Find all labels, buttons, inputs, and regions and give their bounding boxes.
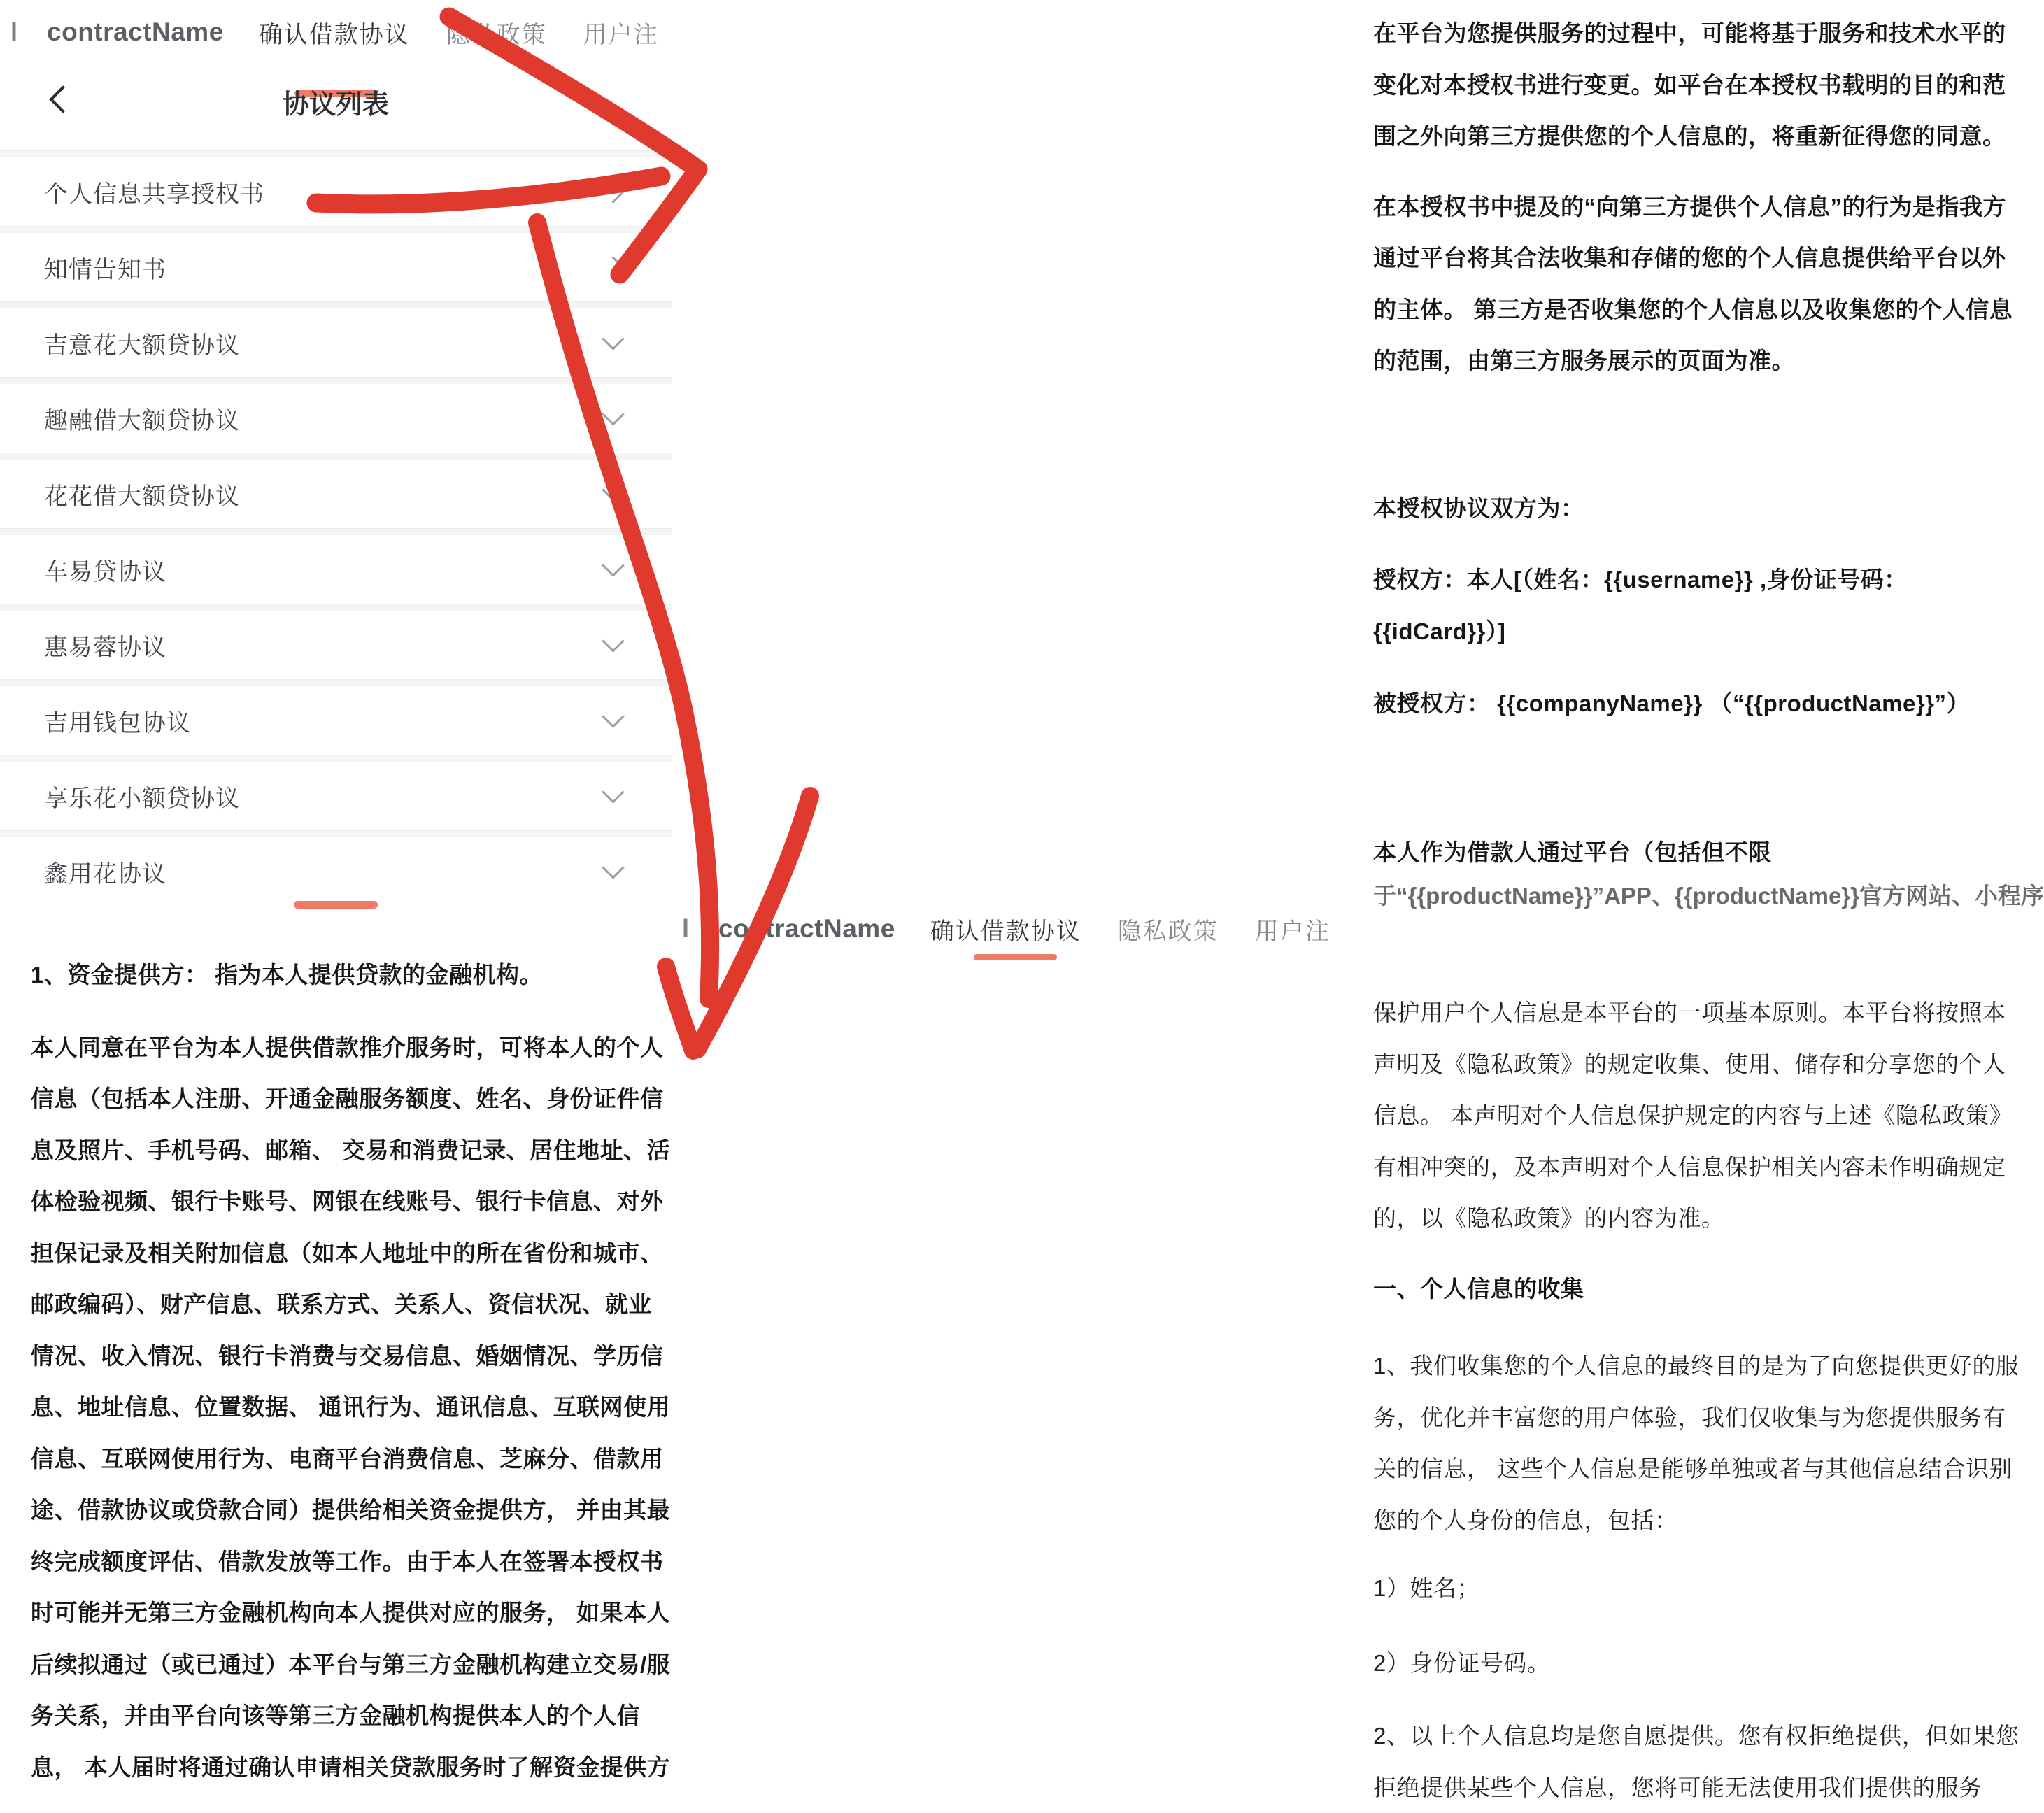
list-item[interactable] (0, 762, 672, 830)
text-line: 的，以《隐私政策》的内容为准。 (1373, 1193, 2003, 1244)
tab-contract-name[interactable]: contractName (718, 914, 895, 944)
chevron-down-icon (602, 403, 625, 426)
tab-row (0, 15, 672, 49)
text-line: 后续拟通过（或已通过）本平台与第三方金融机构建立交易/服 (31, 1639, 660, 1691)
chevron-down-icon (602, 781, 625, 804)
text-line: 担保记录及相关附加信息（如本人地址中的所在省份和城市、 (31, 1228, 660, 1279)
agreement-detail-screen (672, 0, 1343, 1791)
text-line: 本人作为借款人通过平台（包括但不限 (1373, 827, 2003, 879)
text-line: 2）身份证号码。 (1373, 1637, 2003, 1689)
list-item[interactable] (0, 686, 672, 755)
list-item-label: 个人信息共享授权书 (44, 157, 264, 226)
list-item[interactable] (0, 837, 672, 906)
text-line: 体检验视频、银行卡账号、网银在线账号、银行卡信息、对外 (31, 1176, 660, 1228)
text-line: 时可能并无第三方金融机构向本人提供对应的服务， 如果本人 (31, 1587, 660, 1639)
list-item-label: 吉意花大额贷协议 (44, 308, 240, 377)
list-item[interactable] (0, 611, 672, 679)
chevron-down-icon (602, 705, 625, 728)
top-tab-bar-2 (672, 880, 1343, 957)
text-line: 邮政编码）、财产信息、联系方式、关系人、资信状况、就业 (31, 1279, 660, 1330)
text-line: 情况、收入情况、银行卡消费与交易信息、婚姻情况、学历信 (31, 1330, 660, 1382)
text-line: 声明及《隐私政策》的规定收集、使用、储存和分享您的个人 (1373, 1039, 2003, 1090)
list-item-label: 车易贷协议 (44, 535, 166, 604)
text-line: 授权方：本人[（姓名：{{username}} ,身份证号码： (1373, 554, 2003, 606)
list-item[interactable] (0, 308, 672, 377)
text-line: 在平台为您提供服务的过程中，可能将基于服务和技术水平的 (1373, 8, 2003, 59)
authorization-doc-text (31, 949, 660, 1793)
text-line: 2、以上个人信息均是您自愿提供。您有权拒绝提供，但如果您 (1373, 1710, 2003, 1762)
top-tab-bar (0, 0, 672, 77)
text-line: 息， 本人届时将通过确认申请相关贷款服务时了解资金提供方 (31, 1742, 660, 1793)
paragraph (1373, 554, 2003, 657)
paragraph (1373, 181, 2003, 387)
text-line: 的主体。 第三方是否收集您的个人信息以及收集您的个人信息 (1373, 284, 2003, 336)
text-line: 一、个人信息的收集 (1373, 1263, 2003, 1315)
nav-bar (0, 77, 672, 126)
text-line: 拒绝提供某些个人信息，您将可能无法使用我们提供的服务 (1373, 1762, 2003, 1813)
text-line: 务，优化并丰富您的用户体验，我们仅收集与为您提供服务有 (1373, 1392, 2003, 1444)
list-item-label: 惠易蓉协议 (44, 611, 166, 679)
active-tab-underline (974, 954, 1057, 960)
text-line: 信息。 本声明对个人信息保护规定的内容与上述《隐私政策》 (1373, 1090, 2003, 1142)
chevron-down-icon (602, 478, 625, 502)
text-line: 1、资金提供方： 指为本人提供贷款的金融机构。 (31, 949, 660, 1001)
privacy-statement-text (1373, 987, 2003, 1813)
text-line: 1、我们收集您的个人信息的最终目的是为了向您提供更好的服 (1373, 1340, 2003, 1392)
paragraph (1373, 1340, 2003, 1546)
paragraph (1373, 678, 2003, 730)
text-line: 本人同意在平台为本人提供借款推介服务时，可将本人的个人 (31, 1022, 660, 1074)
text-line: 被授权方： {{companyName}} （“{{productName}}”） (1373, 678, 2003, 730)
paragraph (1373, 1563, 2003, 1614)
text-line: 变化对本授权书进行变更。如平台在本授权书载明的目的和范 (1373, 59, 2003, 111)
text-line: 1）姓名； (1373, 1563, 2003, 1614)
list-item[interactable] (0, 384, 672, 453)
agreement-list-screen (0, 0, 672, 1791)
text-line: 关的信息， 这些个人信息是能够单独或者与其他信息结合识别 (1373, 1443, 2003, 1495)
text-line: 终完成额度评估、借款发放等工作。由于本人在签署本授权书 (31, 1536, 660, 1588)
chevron-down-icon (602, 554, 625, 577)
list-item-label: 花花借大额贷协议 (44, 460, 240, 528)
text-line: 的范围，由第三方服务展示的页面为准。 (1373, 335, 2003, 387)
text-line: 围之外向第三方提供您的个人信息的，将重新征得您的同意。 (1373, 111, 2003, 162)
paragraph (31, 949, 660, 1001)
text-line: 本授权协议双方为： (1373, 483, 2003, 534)
list-item-label: 鑫用花协议 (44, 837, 166, 906)
chevron-right-icon (602, 180, 625, 204)
list-item[interactable] (0, 157, 672, 226)
text-line: {{idCard}}）] (1373, 606, 2003, 657)
paragraph (1373, 1263, 2003, 1315)
text-line: 息及照片、手机号码、邮箱、 交易和消费记录、居住地址、活 (31, 1125, 660, 1176)
chevron-down-icon (602, 630, 625, 653)
personal-info-authorization-text (1373, 8, 2003, 878)
list-item-label: 趣融借大额贷协议 (44, 384, 240, 453)
list-item-label: 吉用钱包协议 (44, 686, 191, 755)
text-line: 通过平台将其合法收集和存储的您的个人信息提供给平台以外 (1373, 232, 2003, 284)
partial-tab-text: l (10, 17, 17, 47)
list-item-label: 享乐花小额贷协议 (44, 762, 240, 830)
tab-1[interactable]: 隐私政策 (1118, 912, 1219, 946)
text-line: 在本授权书中提及的“向第三方提供个人信息”的行为是指我方 (1373, 181, 2003, 233)
list-item[interactable] (0, 460, 672, 528)
chevron-right-icon (602, 256, 625, 279)
tab-1[interactable]: 隐私政策 (446, 15, 547, 50)
page-title: 协议列表 (0, 83, 672, 121)
list-item[interactable] (0, 233, 672, 301)
text-line: 息、地址信息、位置数据、 通讯行为、通讯信息、互联网使用 (31, 1381, 660, 1433)
partial-tab-text: l (682, 914, 689, 944)
text-line: 信息、互联网使用行为、电商平台消费信息、芝麻分、借款用 (31, 1433, 660, 1485)
tab-2[interactable]: 用户注 (1255, 912, 1330, 946)
chevron-down-icon (602, 327, 625, 350)
text-line: 务关系，并由平台向该等第三方金融机构提供本人的个人信 (31, 1690, 660, 1742)
tab-2[interactable]: 用户注 (583, 15, 659, 50)
text-line: 您的个人身份的信息，包括： (1373, 1495, 2003, 1547)
text-line: 信息（包括本人注册、开通金融服务额度、姓名、身份证件信 (31, 1073, 660, 1125)
paragraph (31, 1022, 660, 1793)
tab-contract-name[interactable]: contractName (47, 17, 224, 47)
tab-row (672, 912, 1343, 946)
home-indicator-bar (294, 901, 378, 909)
clipped-line-text: 于“{{productName}}”APP、{{productName}}官方网站、小程序 (1373, 870, 1989, 922)
tab-0[interactable]: 确认借款协议 (930, 912, 1081, 946)
chevron-down-icon (602, 856, 625, 879)
paragraph (1373, 8, 2003, 162)
paragraph (1373, 987, 2003, 1244)
list-item-label: 知情告知书 (44, 233, 166, 301)
text-line: 有相冲突的，及本声明对个人信息保护相关内容未作明确规定 (1373, 1142, 2003, 1193)
paragraph (1373, 1710, 2003, 1813)
paragraph (1373, 1637, 2003, 1689)
tab-0[interactable]: 确认借款协议 (259, 15, 410, 50)
clipped-text-line (1373, 870, 1989, 902)
text-line: 保护用户个人信息是本平台的一项基本原则。本平台将按照本 (1373, 987, 2003, 1039)
list-item[interactable] (0, 535, 672, 604)
text-line: 途、借款协议或贷款合同）提供给相关资金提供方， 并由其最 (31, 1484, 660, 1536)
paragraph (1373, 483, 2003, 534)
